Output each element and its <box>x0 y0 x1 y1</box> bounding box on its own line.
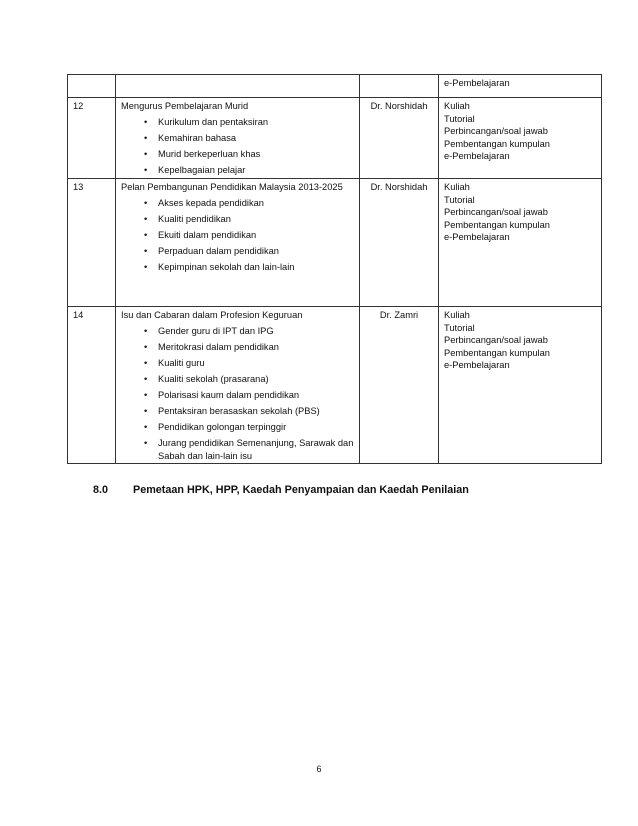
list-item-text: Kepelbagaian pelajar <box>158 165 246 175</box>
delivery-mode: Perbincangan/soal jawab <box>444 335 548 345</box>
topic-list <box>121 197 354 274</box>
list-item-text: Jurang pendidikan Semenanjung, Sarawak dan Sabah dan lain-lain isu <box>158 438 354 461</box>
delivery-mode-cell <box>439 307 602 464</box>
delivery-mode-cell <box>439 98 602 179</box>
bullet-icon: • <box>144 374 148 384</box>
delivery-mode: e-Pembelajaran <box>444 78 510 88</box>
delivery-mode: e-Pembelajaran <box>444 151 510 161</box>
bullet-icon: • <box>144 326 148 336</box>
lecturer-cell: Dr. Zamri <box>360 307 439 464</box>
list-item <box>121 341 354 354</box>
bullet-icon: • <box>144 149 148 159</box>
list-item-text: Perpaduan dalam pendidikan <box>158 246 279 256</box>
lecturer-cell: Dr. Norshidah <box>360 98 439 179</box>
list-item-text: Pendidikan golongan terpinggir <box>158 422 287 432</box>
bullet-icon: • <box>144 214 148 224</box>
list-item-text: Akses kepada pendidikan <box>158 198 264 208</box>
list-item <box>121 389 354 402</box>
teaching-schedule-table <box>67 74 602 464</box>
list-item-text: Kepimpinan sekolah dan lain-lain <box>158 262 295 272</box>
table-row <box>68 307 602 464</box>
section-heading <box>93 484 469 496</box>
section-number: 8.0 <box>93 484 109 496</box>
delivery-mode: Kuliah <box>444 182 470 192</box>
bullet-icon: • <box>144 342 148 352</box>
week-cell <box>68 75 116 98</box>
lecturer-cell <box>360 75 439 98</box>
list-item <box>121 229 354 242</box>
list-item-text: Meritokrasi dalam pendidikan <box>158 342 279 352</box>
list-item <box>121 197 354 210</box>
table-row <box>68 98 602 179</box>
section-title: Pemetaan HPK, HPP, Kaedah Penyampaian dan Kaedah Penilaian <box>133 484 469 496</box>
list-item-text: Polarisasi kaum dalam pendidikan <box>158 390 300 400</box>
bullet-icon: • <box>144 133 148 143</box>
list-item-text: Gender guru di IPT dan IPG <box>158 326 274 336</box>
list-item-text: Kualiti pendidikan <box>158 214 231 224</box>
bullet-icon: • <box>144 406 148 416</box>
list-item <box>121 213 354 226</box>
list-item-text: Pentaksiran berasaskan sekolah (PBS) <box>158 406 320 416</box>
topic-title: Pelan Pembangunan Pendidikan Malaysia 2013-2025 <box>121 182 343 192</box>
delivery-mode: Tutorial <box>444 322 475 333</box>
week-cell: 12 <box>68 98 116 179</box>
table-row <box>68 75 602 98</box>
bullet-icon: • <box>144 438 148 448</box>
list-item <box>121 164 354 177</box>
delivery-mode: Perbincangan/soal jawab <box>444 207 548 217</box>
delivery-mode: Tutorial <box>444 113 475 124</box>
topic-title: Mengurus Pembelajaran Murid <box>121 101 249 111</box>
list-item <box>121 325 354 338</box>
topic-list <box>121 116 354 177</box>
delivery-mode: Pembentangan kumpulan <box>444 219 550 230</box>
bullet-icon: • <box>144 262 148 272</box>
list-item-text: Ekuiti dalam pendidikan <box>158 230 257 240</box>
delivery-mode-cell <box>439 179 602 307</box>
list-item-text: Kualiti guru <box>158 358 205 368</box>
bullet-icon: • <box>144 246 148 256</box>
list-item <box>121 421 354 434</box>
list-item <box>121 148 354 161</box>
delivery-mode: Kuliah <box>444 310 470 320</box>
bullet-icon: • <box>144 165 148 175</box>
topic-title: Isu dan Cabaran dalam Profesion Keguruan <box>121 310 303 320</box>
list-item <box>121 132 354 145</box>
delivery-mode: Pembentangan kumpulan <box>444 347 550 358</box>
delivery-mode: Kuliah <box>444 101 470 111</box>
list-item <box>121 245 354 258</box>
topic-cell <box>116 179 360 307</box>
list-item <box>121 116 354 129</box>
list-item-text: Murid berkeperluan khas <box>158 149 261 159</box>
lecturer-cell: Dr. Norshidah <box>360 179 439 307</box>
bullet-icon: • <box>144 198 148 208</box>
bullet-icon: • <box>144 358 148 368</box>
delivery-mode: Pembentangan kumpulan <box>444 138 550 149</box>
delivery-mode-cell <box>439 75 602 98</box>
list-item <box>121 405 354 418</box>
delivery-mode: e-Pembelajaran <box>444 360 510 370</box>
topic-cell <box>116 98 360 179</box>
list-item-text: Kualiti sekolah (prasarana) <box>158 374 269 384</box>
bullet-icon: • <box>144 117 148 127</box>
bullet-icon: • <box>144 390 148 400</box>
delivery-mode: e-Pembelajaran <box>444 232 510 242</box>
bullet-icon: • <box>144 230 148 240</box>
list-item-text: Kurikulum dan pentaksiran <box>158 117 269 127</box>
week-cell: 13 <box>68 179 116 307</box>
bullet-icon: • <box>144 422 148 432</box>
delivery-mode: Perbincangan/soal jawab <box>444 126 548 136</box>
list-item-text: Kemahiran bahasa <box>158 133 237 143</box>
list-item <box>121 373 354 386</box>
page-number: 6 <box>316 764 322 774</box>
topic-cell <box>116 307 360 464</box>
list-item <box>121 261 354 274</box>
list-item <box>121 437 354 463</box>
list-item <box>121 357 354 370</box>
topic-list <box>121 325 354 463</box>
table-row <box>68 179 602 307</box>
delivery-mode: Tutorial <box>444 194 475 205</box>
week-cell: 14 <box>68 307 116 464</box>
topic-cell <box>116 75 360 98</box>
